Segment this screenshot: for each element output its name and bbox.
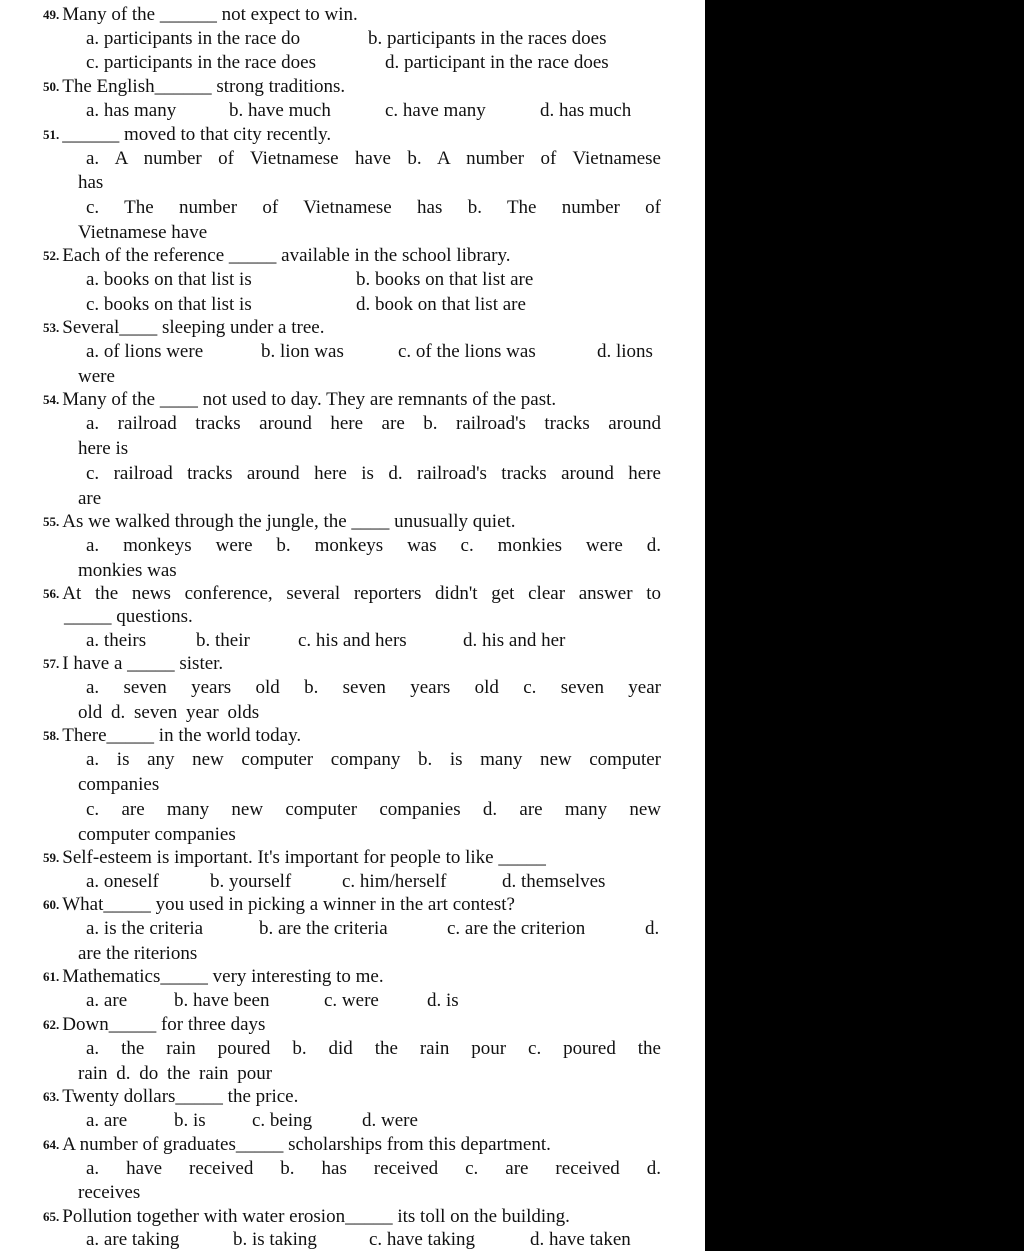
option: b. is taking: [233, 1229, 317, 1250]
option-row: a. railroad tracks around here are b. railroad's tracks around: [86, 413, 661, 434]
question-52: 52. Each of the reference _____ available in the school library.: [43, 245, 511, 266]
option: c. his and hers: [298, 630, 407, 651]
question-57: 57. I have a _____ sister.: [43, 653, 224, 674]
question-65: 65. Pollution together with water erosion_____ its toll on the building.: [43, 1206, 570, 1227]
option-row: are the riterions: [78, 943, 198, 964]
question-63: 63. Twenty dollars_____ the price.: [43, 1086, 299, 1107]
question-62: 62. Down_____ for three days: [43, 1014, 266, 1035]
option-row: c. are many new computer companies d. are many new: [86, 799, 661, 820]
question-54: 54. Many of the ____ not used to day. They are remnants of the past.: [43, 389, 557, 410]
option-row: are: [78, 488, 102, 509]
option-row: a. seven years old b. seven years old c. seven year: [86, 677, 661, 698]
option: a. are: [86, 990, 128, 1011]
option-row: has: [78, 172, 104, 193]
question-56: 56. At the news conference, several reporters didn't get clear answer to: [43, 583, 661, 604]
option-row: _____ questions.: [64, 606, 193, 627]
option: a. participants in the race do: [86, 28, 301, 49]
option: a. are: [86, 1110, 128, 1131]
option: d. participant in the race does: [385, 52, 609, 73]
option: b. are the criteria: [259, 918, 388, 939]
option: d. lions: [597, 341, 653, 362]
option: d. have taken: [530, 1229, 631, 1250]
option: c. are the criterion: [447, 918, 586, 939]
option-row: a. have received b. has received c. are received d.: [86, 1158, 661, 1179]
option-row: rain d. do the rain pour: [78, 1063, 273, 1084]
option: c. being: [252, 1110, 313, 1131]
option: d. has much: [540, 100, 632, 121]
question-49: 49. Many of the ______ not expect to win.: [43, 4, 358, 25]
option: d. book on that list are: [356, 294, 526, 315]
option-row: c. The number of Vietnamese has b. The number of: [86, 197, 661, 218]
option: b. have much: [229, 100, 331, 121]
option: c. participants in the race does: [86, 52, 317, 73]
option-row: receives: [78, 1182, 141, 1203]
option: d. were: [362, 1110, 418, 1131]
question-50: 50. The English______ strong traditions.: [43, 76, 346, 97]
option: b. lion was: [261, 341, 344, 362]
option: c. him/herself: [342, 871, 447, 892]
option: c. have taking: [369, 1229, 476, 1250]
option: c. of the lions was: [398, 341, 536, 362]
option: c. were: [324, 990, 379, 1011]
option: b. their: [196, 630, 250, 651]
option: c. have many: [385, 100, 486, 121]
option-row: monkies was: [78, 560, 177, 581]
option: b. yourself: [210, 871, 292, 892]
option: d. themselves: [502, 871, 606, 892]
option-row: a. is any new computer company b. is many new computer: [86, 749, 661, 770]
question-64: 64. A number of graduates_____ scholarships from this department.: [43, 1134, 551, 1155]
option-row: here is: [78, 438, 129, 459]
black-margin: [705, 0, 1024, 1251]
option: b. participants in the races does: [368, 28, 607, 49]
question-51: 51. ______ moved to that city recently.: [43, 124, 332, 145]
option: a. oneself: [86, 871, 159, 892]
question-53: 53. Several____ sleeping under a tree.: [43, 317, 325, 338]
option: a. of lions were: [86, 341, 204, 362]
question-55: 55. As we walked through the jungle, the ____ unusually quiet.: [43, 511, 516, 532]
option-row: were: [78, 366, 115, 387]
option: a. books on that list is: [86, 269, 252, 290]
option: b. is: [174, 1110, 206, 1131]
option: b. books on that list are: [356, 269, 534, 290]
option: b. have been: [174, 990, 270, 1011]
option: a. are taking: [86, 1229, 180, 1250]
option-row: a. monkeys were b. monkeys was c. monkies were d.: [86, 535, 661, 556]
question-58: 58. There_____ in the world today.: [43, 725, 302, 746]
option-row: old d. seven year olds: [78, 702, 260, 723]
option: d. is: [427, 990, 459, 1011]
option-row: a. A number of Vietnamese have b. A number of Vietnamese: [86, 148, 661, 169]
option: d. his and her: [463, 630, 566, 651]
question-61: 61. Mathematics_____ very interesting to me.: [43, 966, 384, 987]
option-row: c. railroad tracks around here is d. railroad's tracks around here: [86, 463, 661, 484]
option: d.: [645, 918, 660, 939]
option-row: Vietnamese have: [78, 222, 208, 243]
option: c. books on that list is: [86, 294, 252, 315]
option: a. is the criteria: [86, 918, 204, 939]
question-59: 59. Self-esteem is important. It's important for people to like _____: [43, 847, 546, 868]
option-row: a. the rain poured b. did the rain pour c. poured the: [86, 1038, 661, 1059]
option: a. has many: [86, 100, 177, 121]
option-row: computer companies: [78, 824, 236, 845]
question-60: 60. What_____ you used in picking a winner in the art contest?: [43, 894, 515, 915]
option: a. theirs: [86, 630, 147, 651]
option-row: companies: [78, 774, 160, 795]
